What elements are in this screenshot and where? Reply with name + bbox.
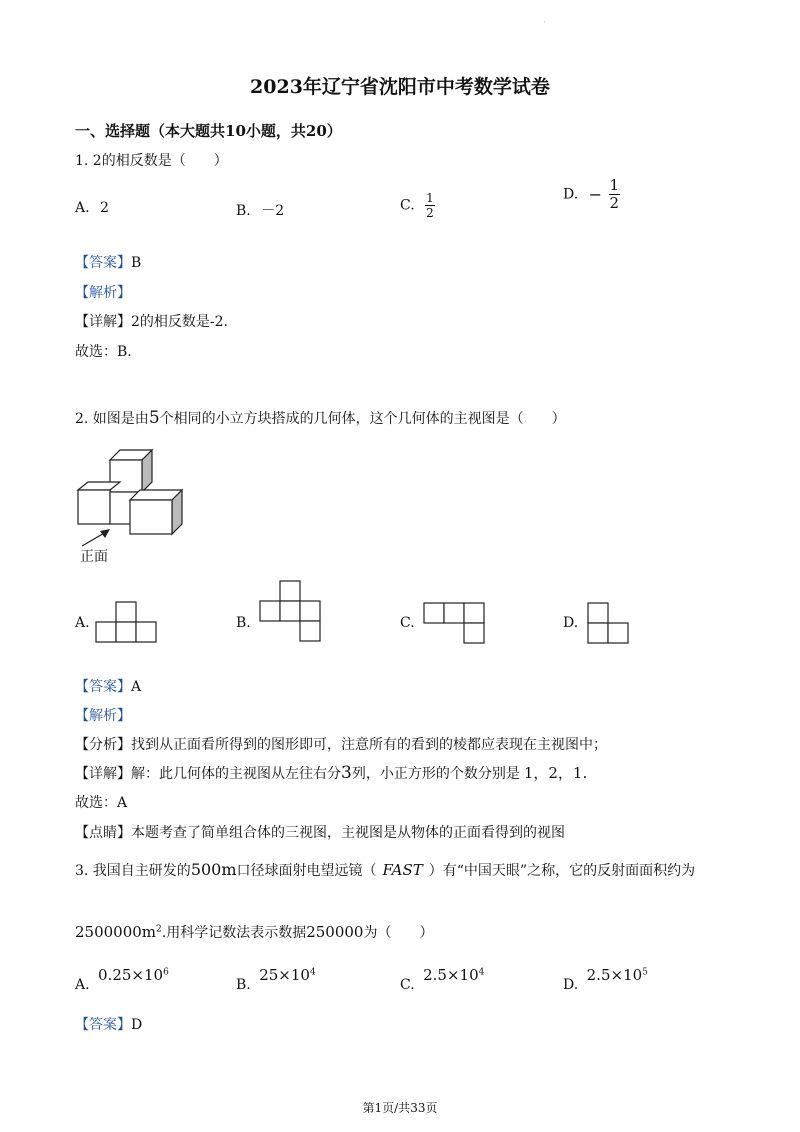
q2-option-b-figure — [259, 580, 323, 644]
q3-stem-line2 — [75, 922, 433, 942]
dianjing-text: 本题考查了简单组合体的三视图，主视图是从物体的正面看得到的视图 — [131, 825, 565, 841]
option-value: 2 — [100, 200, 109, 216]
q2-dianjing — [75, 822, 565, 842]
grid-square — [300, 601, 320, 621]
stem-text: ）有“中国天眼”之称，它的反射面面积约为 — [428, 863, 696, 879]
detail-text: 解：此几何体的主视图从左往右分 — [131, 766, 341, 782]
q1-option-b — [236, 200, 284, 220]
detail-sequence: 1，2，1. — [523, 764, 588, 782]
arrow-icon — [100, 529, 110, 538]
option-value: －2 — [261, 203, 285, 219]
stem-superscript: 2 — [156, 924, 162, 935]
fraction-numerator: 1 — [426, 191, 434, 205]
stem-number: 5 — [148, 408, 160, 428]
answer-tag: 【答案】 — [75, 1017, 131, 1033]
page-footer: 第1页/共33页 — [362, 1101, 438, 1115]
fenxi-text: 找到从正面看所得到的图形即可，注意所有的看到的棱都应表现在主视图中； — [131, 737, 607, 753]
q1-option-c — [400, 192, 435, 219]
grid-square — [96, 622, 116, 642]
stem-number: 250000 — [306, 923, 364, 941]
stem-text: 个相同的小立方块搭成的几何体，这个几何体的主视图是（ ） — [159, 411, 566, 427]
stem-value: 2500000m — [75, 923, 157, 941]
q2-answer — [75, 676, 141, 696]
q3-stem-line1 — [75, 860, 695, 880]
fraction-denominator: 2 — [609, 194, 620, 212]
detail-tag: 【详解】 — [75, 314, 131, 330]
option-exponent: 4 — [309, 967, 316, 978]
q1-option-d — [563, 178, 620, 211]
q2-choose: 故选：A — [75, 795, 128, 811]
q1-answer — [75, 252, 141, 272]
q3-option-c — [400, 966, 485, 993]
cube-face — [78, 490, 110, 524]
option-label: A. — [75, 977, 90, 993]
stem-text: 3. 我国自主研发的 — [75, 863, 191, 879]
answer-tag: 【答案】 — [75, 679, 131, 695]
grid-square — [260, 601, 280, 621]
q1-analysis-tag: 【解析】 — [75, 285, 131, 301]
q2-option-a-label: A. — [75, 615, 90, 631]
fraction-numerator: 1 — [609, 176, 620, 194]
grid-square — [464, 603, 484, 623]
option-label: B. — [236, 203, 251, 219]
stem-text: .用科学记数法表示数据 — [161, 925, 307, 941]
answer-value: A — [131, 679, 142, 695]
option-value: 0.25×10 — [98, 966, 164, 984]
option-label: C. — [400, 977, 415, 993]
grid-square — [608, 623, 628, 643]
grid-square — [136, 622, 156, 642]
option-label: C. — [400, 197, 415, 214]
fenxi-tag: 【分析】 — [75, 737, 131, 753]
q1-option-a — [75, 200, 109, 216]
grid-square — [588, 603, 608, 623]
page-title: 2023年辽宁省沈阳市中考数学试卷 — [250, 76, 550, 98]
detail-tag: 【详解】 — [75, 766, 131, 782]
q2-stem — [75, 408, 566, 428]
q3-option-d — [563, 966, 648, 993]
q2-option-b-label: B. — [236, 615, 251, 631]
q2-option-d-figure — [587, 602, 631, 646]
fraction-denominator: 2 — [426, 206, 434, 220]
option-value: 25×10 — [259, 966, 310, 984]
cube-face — [130, 500, 172, 534]
q2-analysis-tag: 【解析】 — [75, 708, 131, 724]
figure-label: 正面 — [80, 549, 108, 565]
answer-value: D — [131, 1017, 143, 1033]
grid-square — [424, 603, 444, 623]
q3-answer — [75, 1014, 142, 1034]
detail-text: 列，小正方形的个数分别是 — [351, 766, 520, 782]
option-label: B. — [236, 977, 251, 993]
grid-square — [588, 623, 608, 643]
q3-option-b — [236, 966, 316, 993]
option-value: 2.5×10 — [423, 966, 479, 984]
q1-choose: 故选：B. — [75, 344, 132, 360]
answer-value: B — [131, 255, 142, 271]
option-label: D. — [563, 977, 579, 993]
q3-option-a — [75, 966, 169, 993]
detail-number: 3 — [341, 763, 352, 783]
section-heading: 一、选择题（本大题共10小题，共20） — [75, 122, 342, 140]
cube-face — [110, 460, 142, 492]
option-value: 2.5×10 — [586, 966, 643, 984]
minus-sign: − — [588, 185, 603, 204]
scan-dot: · — [543, 18, 546, 27]
grid-square — [444, 603, 464, 623]
detail-text: 2的相反数是-2. — [131, 314, 228, 330]
grid-square — [464, 623, 484, 643]
q2-option-d-label: D. — [563, 615, 579, 631]
option-exponent: 6 — [163, 967, 169, 978]
stem-text: 口径球面射电望远镜（ — [236, 863, 377, 879]
q2-detail — [75, 762, 587, 783]
q2-option-a-figure — [95, 601, 159, 645]
stem-text: 为（ ） — [363, 925, 434, 941]
option-exponent: 4 — [478, 967, 485, 978]
answer-tag: 【答案】 — [75, 255, 131, 271]
option-label: A. — [75, 200, 90, 216]
grid-square — [116, 602, 136, 622]
grid-square — [116, 622, 136, 642]
option-label: D. — [563, 186, 579, 203]
fraction — [425, 192, 435, 219]
dianjing-tag: 【点睛】 — [75, 825, 131, 841]
stem-fast: FAST — [382, 861, 423, 879]
q2-option-c-label: C. — [400, 615, 415, 631]
grid-square — [300, 621, 320, 641]
grid-square — [280, 601, 300, 621]
q2-fenxi — [75, 734, 607, 754]
fraction — [609, 178, 621, 211]
q1-stem: 1. 2的相反数是（ ） — [75, 153, 228, 169]
stem-text: 2. 如图是由 — [75, 411, 149, 427]
q1-detail — [75, 311, 228, 331]
stem-value: 500m — [190, 860, 237, 879]
grid-square — [280, 581, 300, 601]
option-exponent: 5 — [642, 967, 648, 978]
q2-option-c-figure — [423, 602, 487, 646]
